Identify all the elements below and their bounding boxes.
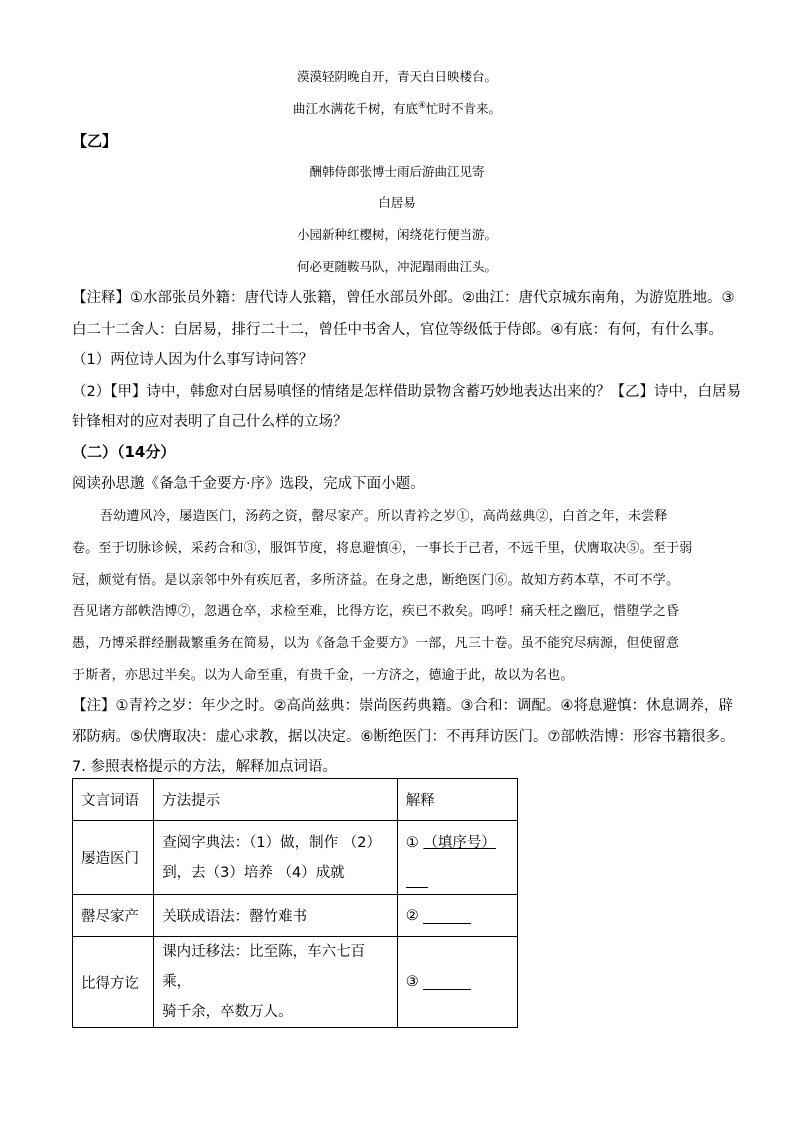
answer-blank[interactable] [423, 909, 471, 924]
answer-cell[interactable] [397, 821, 517, 895]
answer-blank-line [406, 858, 509, 888]
notes-line-1: 【注释】①水部张员外籍：唐代诗人张籍，曾任水部员外郎。②曲江：唐代京城东南角，为游览胜地。③ [72, 290, 735, 306]
question-1: （1）两位诗人因为什么事写诗问答？ [72, 352, 314, 368]
poem-b-author: 白居易 [378, 195, 416, 210]
part-2-intro: 阅读孙思邈《备急千金要方·序》选段，完成下面小题。 [72, 476, 425, 492]
passage-line-5: 愚，乃博采群经删裁繁重务在简易，以为《备急千金要方》一部，凡三十卷。虽不能究尽病源，但使留意 [72, 636, 680, 651]
section-b-label: 【乙】 [72, 132, 118, 150]
hint-cell [154, 821, 398, 895]
header-method: 方法提示 [154, 779, 398, 821]
answer-blank[interactable] [423, 975, 471, 990]
hint-line: 课内迁移法：比至陈，车六七百乘， [162, 944, 366, 990]
answer-cell[interactable] [397, 937, 517, 1028]
notes-line-2: 白二十二舍人：白居易，排行二十二，曾任中书舍人，官位等级低于侍郎。④有底：有何，有什么事。 [72, 322, 723, 338]
part-2-heading: （二）（14分） [72, 443, 176, 461]
header-explanation: 解释 [397, 779, 517, 821]
question-7-stem: 7. 参照表格提示的方法，解释加点词语。 [72, 759, 337, 775]
poem-a-line-4 [0, 99, 794, 117]
poem-b-line-1: 小园新种红樱树，闲绕花行便当游。 [296, 227, 497, 242]
notes-2-line-2: 邪防病。⑤伏膺取决：虚心求教，据以决定。⑥断绝医门：不再拜访医门。⑦部帙浩博：形容书籍很多。 [72, 729, 735, 745]
passage-line-4: 吾见诸方部帙浩博⑦，忽遇仓卒，求检至难，比得方讫，疾已不救矣。呜呼！痛夭枉之幽厄，惜堕学之昏 [72, 604, 680, 619]
header-word: 文言词语 [73, 779, 154, 821]
poem-a-line-3: 漠漠轻阴晚自开，青天白日映楼台。 [296, 69, 497, 84]
poem-b-line-2: 何必更随鞍马队，冲泥蹋雨曲江头。 [296, 259, 497, 274]
answer-cell[interactable] [397, 895, 517, 937]
answer-number: ② [405, 907, 419, 924]
vocab-table [72, 778, 518, 1028]
answer-number: ③ [405, 974, 419, 990]
passage-line-6: 于斯者，亦思过半矣。以为人命至重，有贵千金，一方济之，德逾于此，故以为名也。 [72, 668, 574, 683]
word-cell: 罄尽家产 [73, 895, 154, 937]
hint-cell [154, 937, 398, 1028]
question-2-line-2: 针锋相对的应对表明了自己什么样的立场？ [72, 414, 348, 430]
hint-line: 到，去（3）培养 （4）成就 [162, 864, 345, 881]
passage-line-2: 卷。至于切脉诊候，采药合和③，服饵节度，将息避慎④，一事长于己者，不远千里，伏膺取决⑤。至于弱 [72, 541, 693, 556]
answer-number: ① [405, 834, 419, 851]
passage-line-3: 冠，颇觉有悟。是以亲邻中外有疾厄者，多所济益。在身之患，断绝医门⑥。故知方药本草，不可不学。 [72, 573, 680, 588]
hint-cell: 关联成语法：罄竹难书 [154, 895, 398, 937]
poem-a-line-4-text-end: 忙时不肯来。 [426, 101, 502, 116]
hint-line: 骑千余，卒数万人。 [162, 1004, 293, 1020]
table-row [73, 821, 518, 895]
poem-a-line-4-text: 曲江水满花千树，有底 [292, 101, 418, 116]
table-row [73, 937, 518, 1028]
footnote-marker: ④ [417, 100, 427, 111]
passage-line-1: 吾幼遭风冷，屡造医门，汤药之资，罄尽家产。所以青衿之岁①，高尚兹典②，白首之年，未尝释 [100, 509, 668, 524]
notes-2-line-1: 【注】①青衿之岁：年少之时。②高尚兹典：崇尚医药典籍。③合和：调配。④将息避慎：休息调养，辟 [72, 698, 733, 714]
table-row [73, 895, 518, 937]
answer-blank[interactable] [406, 873, 428, 888]
answer-hint: （填序号） [423, 834, 496, 851]
poem-b-title: 酬韩侍郎张博士雨后游曲江见寄 [309, 164, 485, 179]
question-2-line-1: （2）【甲】诗中，韩愈对白居易嗔怪的情绪是怎样借助景物含蓄巧妙地表达出来的？【乙】诗中，白居易 [72, 384, 741, 400]
table-header-row [73, 779, 518, 821]
word-cell: 比得方讫 [73, 937, 154, 1028]
answer-line [406, 828, 509, 858]
hint-line: 查阅字典法：（1）做，制作 （2） [162, 834, 381, 851]
word-cell: 屡造医门 [73, 821, 154, 895]
